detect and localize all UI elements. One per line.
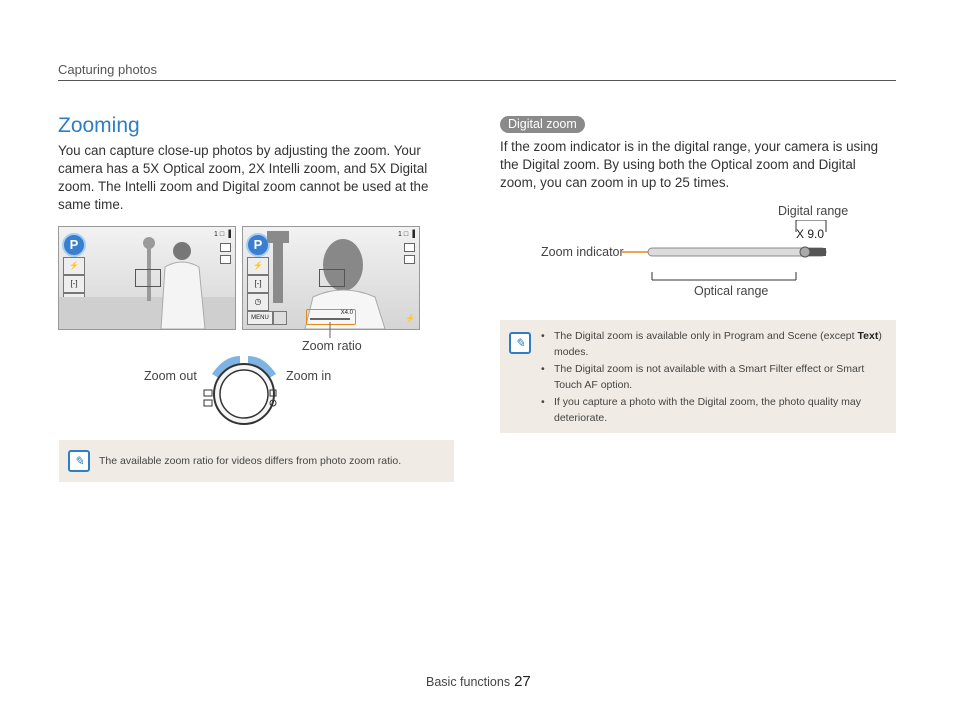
footer-label: Basic functions <box>426 675 511 689</box>
optical-range-label: Optical range <box>694 284 769 298</box>
status-indicators-2: 1 □ ▐ <box>398 231 415 238</box>
zoom-out-label: Zoom out <box>144 369 197 383</box>
list-item: • The Digital zoom is not available with a Smart Filter effect or Smart Touch AF option. <box>540 361 886 393</box>
zoom-ratio-label: Zoom ratio <box>302 339 362 353</box>
zoom-lever-icon <box>196 350 292 430</box>
list-item: • If you capture a photo with the Digital zoom, the photo quality may deteriorate. <box>540 394 886 426</box>
flash-icon-2: ⚡ <box>247 257 269 275</box>
note-icon: ✎ <box>68 450 90 472</box>
focus-icon-2: [-] <box>247 275 269 293</box>
camera-screen-wide <box>58 226 236 330</box>
flash-icon: ⚡ <box>63 257 85 275</box>
list-item: • The Digital zoom is available only in Program and Scene (except Text) modes. <box>540 328 886 360</box>
intro-text: You can capture close-up photos by adjusting the zoom. Your camera has a 5X Optical zoom, 2X Intelli zoom, and 5X Digital zoom. The Intelli zoom and Digital zoom cannot be used at the same time. <box>58 143 429 212</box>
focus-frame-2 <box>319 269 345 287</box>
note-box-left <box>59 440 454 482</box>
program-mode-button: P <box>62 233 86 257</box>
note-icon-right: ✎ <box>509 332 531 354</box>
zoom-ratio-pointer <box>318 322 338 340</box>
program-mode-button-2: P <box>246 233 270 257</box>
note-text-left: The available zoom ratio for videos differs from photo zoom ratio. <box>99 455 402 467</box>
menu-button-2: MENU <box>247 311 273 325</box>
zoom-in-label: Zoom in <box>286 369 332 383</box>
digital-range-label: Digital range <box>778 204 849 218</box>
digital-zoom-text: If the zoom indicator is in the digital range, your camera is using the Digital zoom. By using both the Optical zoom and Digital zoom, you can zoom in up to 25 times. <box>500 139 879 190</box>
focus-icon: [-] <box>63 275 85 293</box>
status-indicators: 1 □ ▐ <box>214 231 231 238</box>
digital-zoom-pill: Digital zoom <box>500 116 585 133</box>
note-list-right <box>540 328 886 427</box>
page-title: Zooming <box>58 114 140 137</box>
page-number: 27 <box>514 673 531 690</box>
flash-status-icon-2: ⚡ <box>405 314 415 323</box>
zoom-track <box>310 318 350 320</box>
zoom-value-readout: X 9.0 <box>796 227 825 241</box>
zoom-indicator-label: Zoom indicator <box>541 245 624 259</box>
timer-icon-2: ◷ <box>247 293 269 311</box>
footer <box>426 673 531 690</box>
note-box-right <box>500 320 896 433</box>
header-rule <box>58 80 896 81</box>
section-label: Capturing photos <box>58 62 158 77</box>
focus-frame <box>135 269 161 287</box>
zoom-ratio-value: X4.0 <box>340 310 353 316</box>
